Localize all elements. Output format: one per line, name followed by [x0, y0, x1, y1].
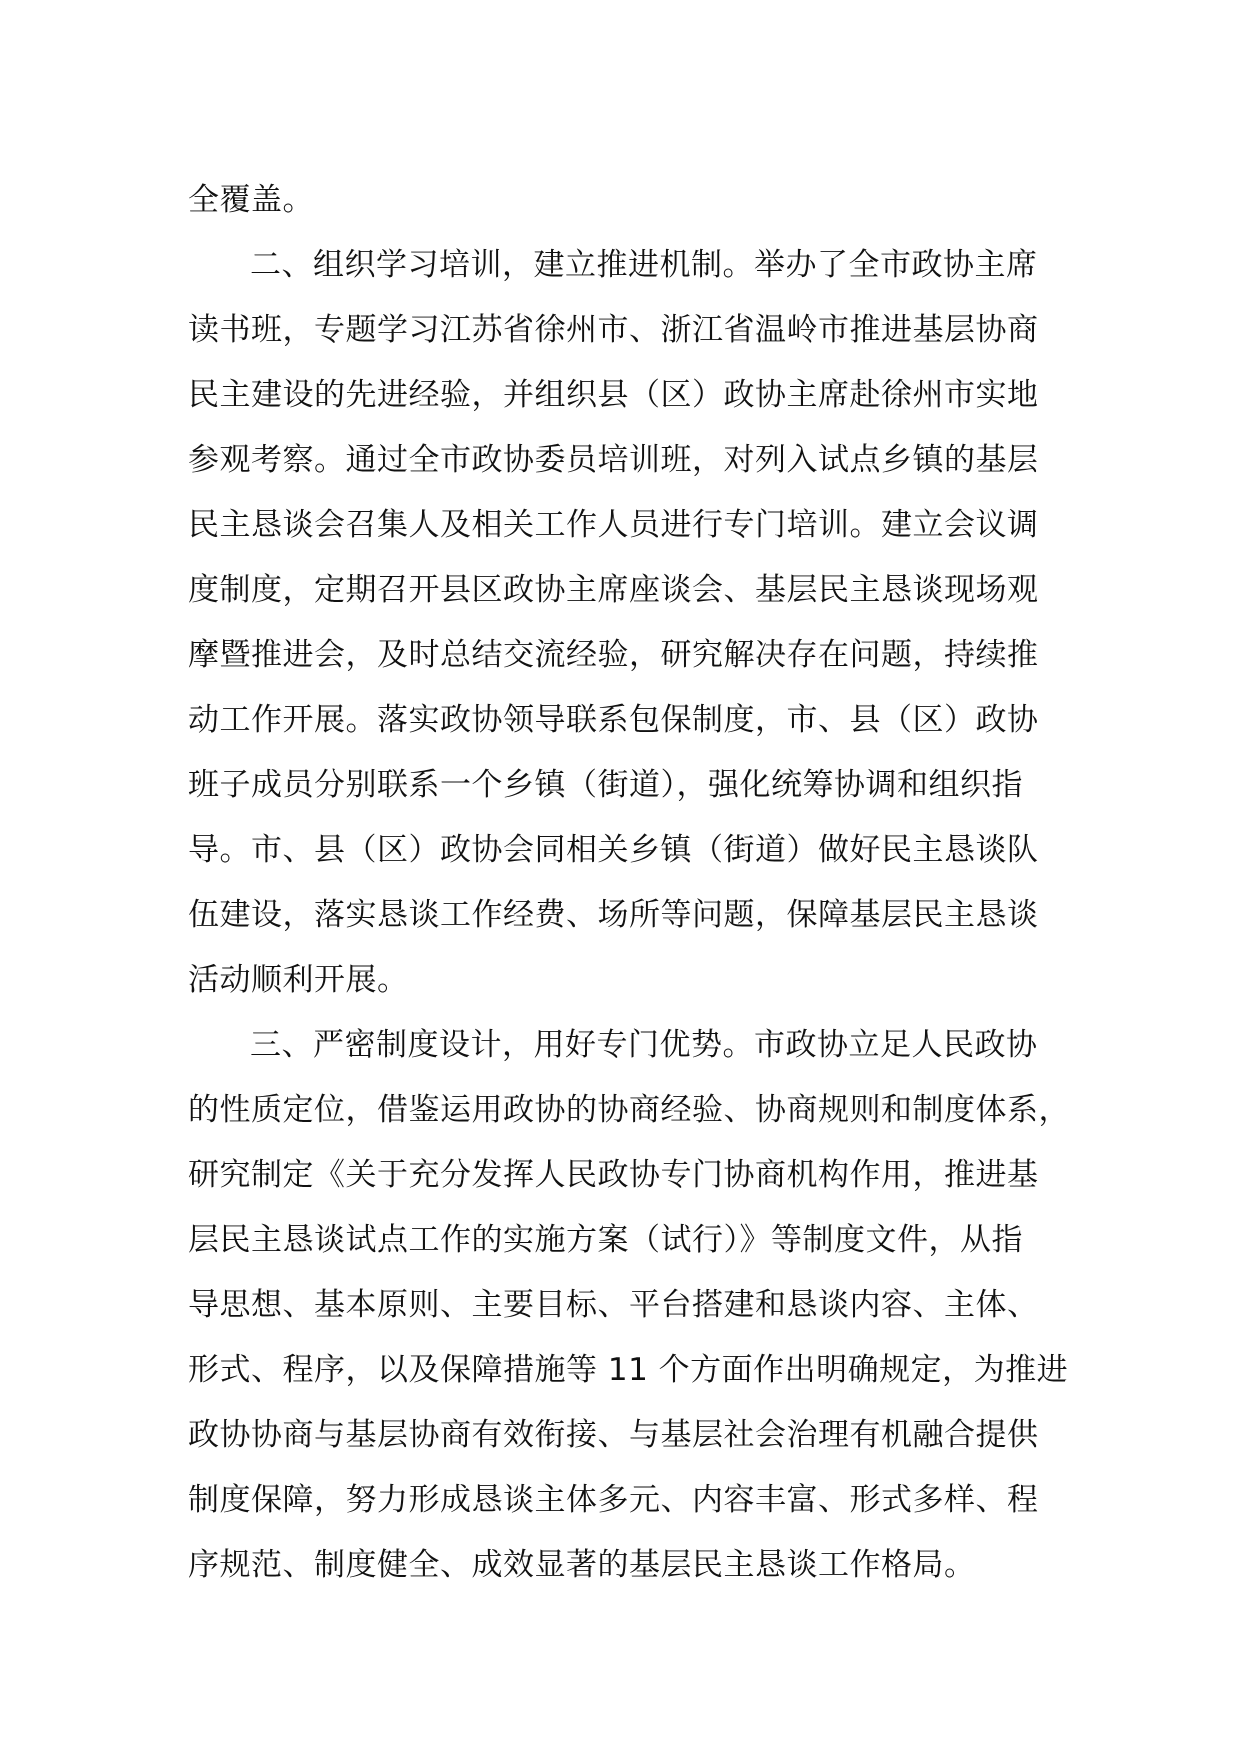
- text-line: 的性质定位，借鉴运用政协的协商经验、协商规则和制度体系，: [188, 1092, 1070, 1128]
- text-line: 导思想、基本原则、主要目标、平台搭建和恳谈内容、主体、: [188, 1287, 1039, 1323]
- text-line: 民主恳谈会召集人及相关工作人员进行专门培训。建立会议调: [188, 507, 1039, 543]
- text-line: 度制度，定期召开县区政协主席座谈会、基层民主恳谈现场观: [188, 572, 1039, 608]
- text-line: 制度保障，努力形成恳谈主体多元、内容丰富、形式多样、程: [188, 1482, 1039, 1518]
- body-text: [188, 168, 1088, 1598]
- text-line: 动工作开展。落实政协领导联系包保制度，市、县（区）政协: [188, 702, 1039, 738]
- text-line: 政协协商与基层协商有效衔接、与基层社会治理有机融合提供: [188, 1417, 1039, 1453]
- text-line: 形式、程序，以及保障措施等 11 个方面作出明确规定，为推进: [188, 1352, 1069, 1388]
- text-line: 层民主恳谈试点工作的实施方案（试行）》等制度文件，从指: [188, 1222, 1023, 1258]
- text-line: 摩暨推进会，及时总结交流经验，研究解决存在问题，持续推: [188, 637, 1039, 673]
- text-line: 研究制定《关于充分发挥人民政协专门协商机构作用，推进基: [188, 1157, 1039, 1193]
- text-line: 伍建设，落实恳谈工作经费、场所等问题，保障基层民主恳谈: [188, 897, 1039, 933]
- text-line: 活动顺利开展。: [188, 962, 409, 998]
- paragraph-two-heading-line: 二、组织学习培训，建立推进机制。举办了全市政协主席: [250, 247, 1038, 283]
- text-line: 导。市、县（区）政协会同相关乡镇（街道）做好民主恳谈队: [188, 832, 1039, 868]
- text-line: 民主建设的先进经验，并组织县（区）政协主席赴徐州市实地: [188, 377, 1039, 413]
- text-line: 序规范、制度健全、成效显著的基层民主恳谈工作格局。: [188, 1547, 976, 1583]
- text-line: 全覆盖。: [188, 182, 314, 218]
- text-line: 参观考察。通过全市政协委员培训班，对列入试点乡镇的基层: [188, 442, 1039, 478]
- text-line: 班子成员分别联系一个乡镇（街道），强化统筹协调和组织指: [188, 767, 1023, 803]
- paragraph-three-heading-line: 三、严密制度设计，用好专门优势。市政协立足人民政协: [250, 1027, 1038, 1063]
- text-line: 读书班，专题学习江苏省徐州市、浙江省温岭市推进基层协商: [188, 312, 1039, 348]
